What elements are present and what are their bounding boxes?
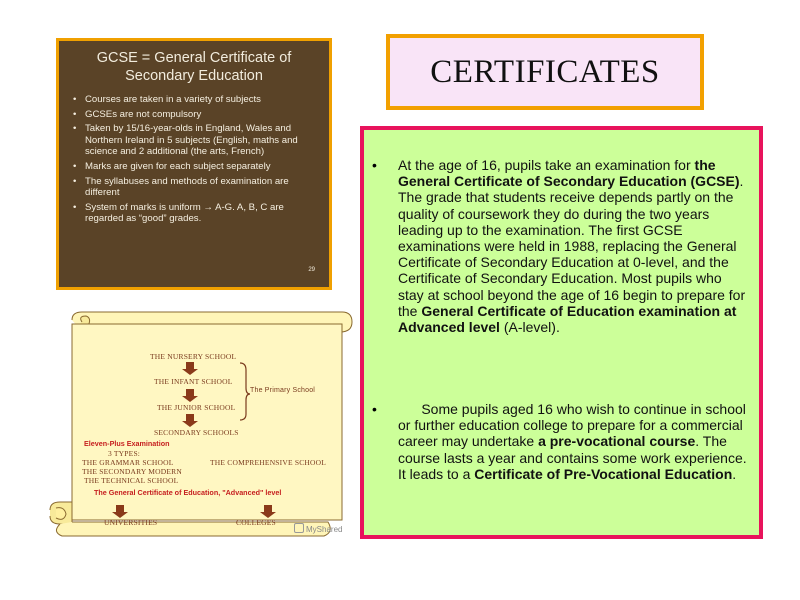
- universities-label: UNIVERSITIES: [104, 518, 158, 527]
- bullet-marker: •: [372, 157, 377, 173]
- paragraph-gcse: At the age of 16, pupils take an examination for the General Certificate of Secondary Education (GCSE). The grade that students receive depends partly on the quality of coursework they do during the two years leading up to the examination. The first GCSE examinations were held in 1988, replacing the General Certificate of Secondary Education at 0-level, and the Certificate of Secondary Education. Most pupils who stay at school beyond the age of 16 begin to prepare for the General Certificate of Education examination at Advanced level (A-level).: [398, 157, 746, 336]
- advanced-level-label: The General Certificate of Education, "Advanced" level: [94, 488, 282, 497]
- watermark-icon: [294, 523, 304, 533]
- gcse-bullet: • Courses are taken in a variety of subjects: [85, 94, 321, 106]
- title-box: [386, 34, 704, 110]
- school-system-scroll-image: [42, 310, 356, 542]
- gcse-page-number: 29: [308, 267, 315, 273]
- watermark: MyShared: [294, 523, 342, 534]
- scroll-parchment: [42, 310, 356, 542]
- nursery-school-label: THE NURSERY SCHOOL: [150, 352, 237, 361]
- gcse-slide-image: [56, 38, 332, 290]
- gcse-bullet: • System of marks is uniform → A-G. A, B, C are regarded as “good” grades.: [85, 202, 321, 225]
- grammar-school-label: THE GRAMMAR SCHOOL: [82, 458, 174, 467]
- three-types-label: 3 TYPES:: [108, 449, 141, 458]
- gcse-bullet: • GCSEs are not compulsory: [85, 109, 321, 121]
- gcse-bullet: • The syllabuses and methods of examination are different: [85, 176, 321, 199]
- bullet-marker: •: [372, 401, 377, 417]
- gcse-bullet-list: [59, 94, 329, 225]
- eleven-plus-label: Eleven-Plus Examination: [84, 439, 170, 448]
- primary-school-label: The Primary School: [250, 387, 316, 394]
- technical-school-label: THE TECHNICAL SCHOOL: [84, 476, 179, 485]
- page-title: CERTIFICATES: [430, 54, 660, 90]
- text-box: [360, 126, 763, 539]
- junior-school-label: THE JUNIOR SCHOOL: [157, 403, 236, 412]
- colleges-label: COLLEGES: [236, 518, 276, 527]
- secondary-modern-label: THE SECONDARY MODERN: [82, 467, 182, 476]
- secondary-schools-label: SECONDARY SCHOOLS: [154, 428, 239, 437]
- gcse-bullet: • Marks are given for each subject separately: [85, 161, 321, 173]
- paragraph-prevocational: Some pupils aged 16 who wish to continue in school or further education college to prepare for a commercial career may undertake a pre-vocational course. The course lasts a year and contains some work experience. It leads to a Certificate of Pre-Vocational Education.: [398, 401, 751, 482]
- comprehensive-school-label: THE COMPREHENSIVE SCHOOL: [210, 458, 327, 467]
- gcse-slide-title: GCSE = General Certificate of Secondary Education: [96, 50, 292, 84]
- gcse-bullet: • Taken by 15/16-year-olds in England, Wales and Northern Ireland in 5 subjects (English, maths and science and 2 additional (the arts, French): [85, 123, 321, 158]
- infant-school-label: THE INFANT SCHOOL: [154, 377, 233, 386]
